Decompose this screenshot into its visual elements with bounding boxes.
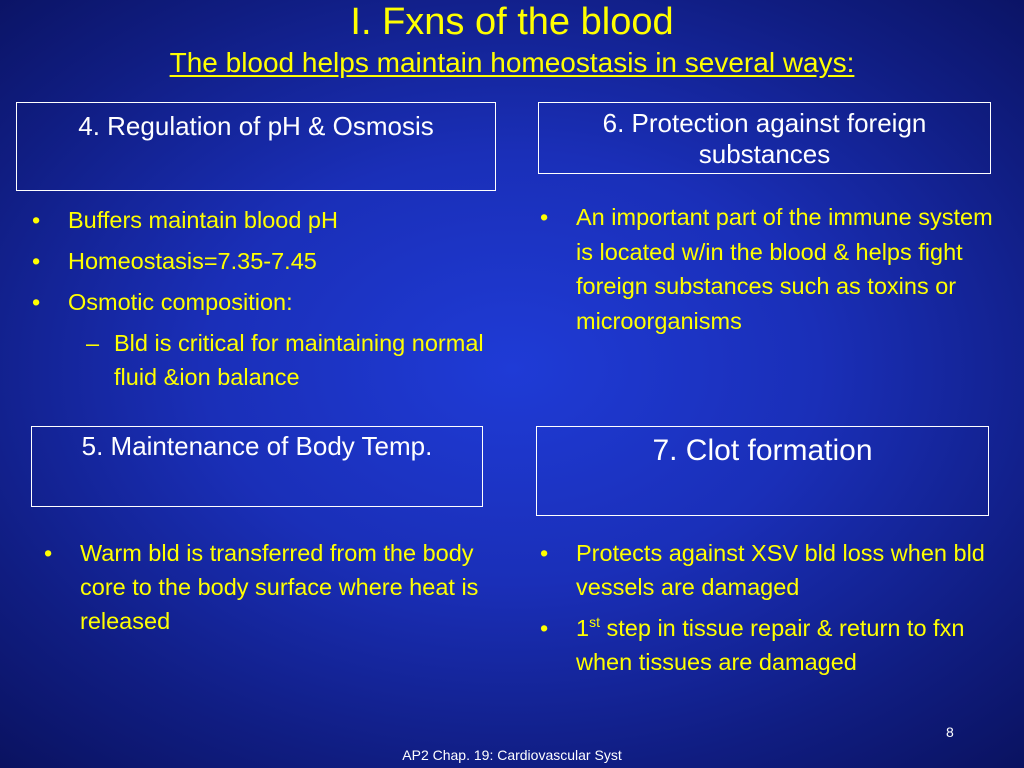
clot-bullet-list	[536, 536, 996, 686]
bullet-text: Homeostasis=7.35-7.45	[68, 248, 317, 274]
ph-osmosis-heading-box	[16, 102, 496, 191]
bullet-marker: •	[32, 289, 41, 315]
body-temp-heading: 5. Maintenance of Body Temp.	[81, 431, 433, 461]
slide-footer: AP2 Chap. 19: Cardiovascular Syst	[402, 747, 622, 763]
body-temp-heading-box	[31, 426, 483, 507]
list-item	[536, 200, 996, 338]
clot-heading-box	[536, 426, 989, 516]
bullet-text: Buffers maintain blood pH	[68, 207, 338, 233]
sub-list-item	[28, 326, 498, 394]
ph-osmosis-bullet-list	[28, 203, 498, 394]
bullet-marker: •	[540, 615, 549, 641]
list-item	[28, 244, 498, 278]
page-number: 8	[946, 724, 954, 740]
step-ordinal-suffix: st	[589, 614, 600, 630]
step-number: 1	[576, 615, 590, 641]
bullet-marker: •	[44, 540, 53, 566]
list-item	[536, 536, 996, 604]
protection-heading-box	[538, 102, 991, 174]
slide-subtitle: The blood helps maintain homeostasis in several ways:	[169, 47, 855, 78]
sub-bullet-text: Bld is critical for maintaining normal fluid &ion balance	[114, 330, 484, 390]
list-item	[28, 285, 498, 319]
bullet-marker: •	[540, 204, 549, 230]
bullet-text: Warm bld is transferred from the body core to the body surface where heat is released	[80, 540, 479, 634]
bullet-marker: •	[540, 540, 549, 566]
protection-bullet-list	[536, 200, 996, 338]
bullet-text: An important part of the immune system is located w/in the blood & helps fight foreign substances such as toxins or microorganisms	[576, 204, 993, 334]
clot-heading: 7. Clot formation	[652, 434, 873, 467]
ph-osmosis-heading: 4. Regulation of pH & Osmosis	[78, 111, 434, 141]
protection-heading: 6. Protection against foreign substances	[602, 108, 927, 169]
body-temp-bullet-list	[40, 536, 480, 638]
bullet-marker: •	[32, 248, 41, 274]
step-text: step in tissue repair & return to fxn when tissues are damaged	[576, 615, 965, 675]
slide-title: I. Fxns of the blood	[350, 1, 674, 43]
dash-marker: –	[86, 330, 100, 356]
list-item	[536, 611, 996, 679]
bullet-text: Protects against XSV bld loss when bld vessels are damaged	[576, 540, 985, 600]
list-item	[28, 203, 498, 237]
bullet-text: Osmotic composition:	[68, 289, 293, 315]
bullet-marker: •	[32, 207, 41, 233]
list-item	[40, 536, 480, 638]
